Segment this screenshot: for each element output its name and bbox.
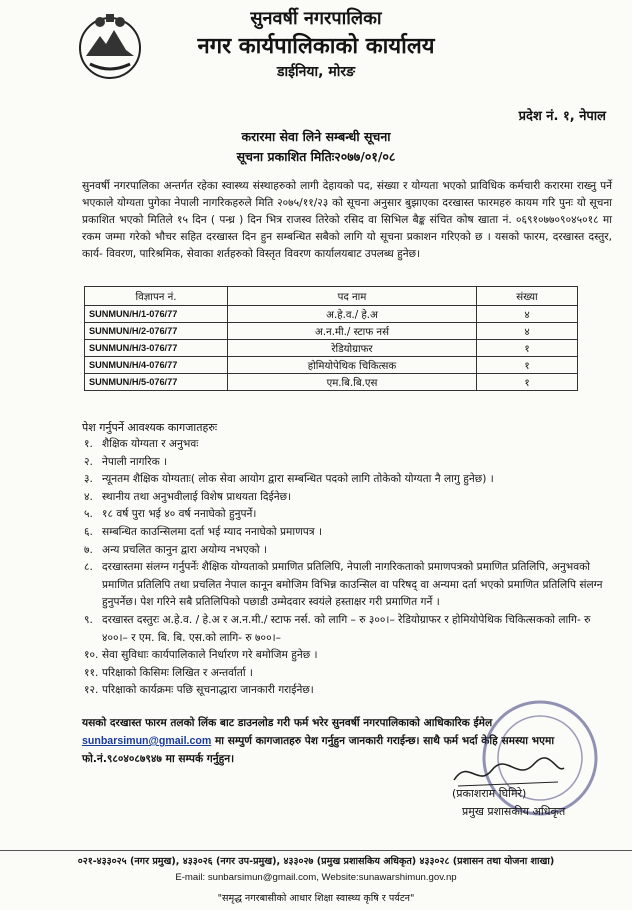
item-number: १२. bbox=[84, 684, 99, 697]
item-text: दरखास्तमा संलग्न गर्नुपर्नेः शैक्षिक योग्यताको प्रमाणित प्रतिलिपि, नेपाली नागरिकताको प्रमाणपत्रको प्रमाणित प्रतिलिपि, अनुभवको प्रमाणित प्रतिलिपि तथा प्रचलित नेपाल कानून बमोजिम विभिन्न काउन्सिल वा परिषद् वा अन्यमा दर्ता भएको प्रमाणित प्रतिलिपि संलग्न हुनुपर्नेछ। पेश गरिने सबै प्रतिलिपिको पछाडी उम्मेदवार स्वयंले हस्ताक्षर गरी प्रमाणित गर्ने । bbox=[102, 561, 603, 609]
notice-subject: करारमा सेवा लिने सम्बन्धी सूचना bbox=[241, 129, 391, 144]
footer-contact: E-mail: sunbarsimun@gmail.com, Website:sunawarshimun.gov.np bbox=[175, 872, 457, 883]
item-number: १. bbox=[84, 438, 93, 450]
closing-text-2: मा सम्पुर्ण कागजातहरु पेश गर्नुहुन जानकारी गराईन्छ। साथै फर्म भर्दा केहि समस्या भएमा bbox=[214, 735, 555, 747]
list-item bbox=[84, 489, 612, 507]
post-name: रेडियोग्राफर bbox=[228, 340, 477, 357]
table-row bbox=[85, 374, 578, 391]
office-name: नगर कार्यपालिकाको कार्यालय bbox=[197, 34, 435, 59]
post-count: ४ bbox=[477, 306, 578, 323]
footer-phones: ०२१-४३३०२५ (नगर प्रमुख), ४३३०२६ (नगर उप-प्रमुख), ४३३०२७ (प्रमुख प्रशासकिय अधिकृत) ४३३०२८ (प्रशासन तथा योजना शाखा) bbox=[77, 856, 555, 867]
signatory-title: प्रमुख प्रशासकीय अधिकृत bbox=[462, 805, 566, 818]
documents-title: पेश गर्नुपर्ने आवश्यक कागजातहरुः bbox=[82, 421, 218, 434]
item-text: परिक्षाको कार्यक्रमः पछि सूचनाद्धारा जानकारी गराईनेछ। bbox=[102, 684, 314, 697]
item-text: न्यूनतम शैक्षिक योग्यताः( लोक सेवा आयोग द्वारा सम्बन्धित पदको लागि तोकेको योग्यता नै लागु हुनेछ) । bbox=[102, 473, 494, 486]
list-item bbox=[84, 524, 612, 542]
post-name: अ.न.मी./ स्टाफ नर्स bbox=[228, 323, 477, 340]
closing-text-3: फो.नं.९८०४०८७९४७ मा सम्पर्क गर्नुहुन। bbox=[82, 753, 235, 765]
footer-motto: "समृद्ध नगरबासीको आधार शिक्षा स्वास्थ्य कृषि र पर्यटन" bbox=[217, 893, 415, 904]
ad-number: SUNMUN/H/5-076/77 bbox=[85, 374, 228, 391]
list-item bbox=[84, 436, 612, 454]
list-item bbox=[84, 506, 612, 524]
vacancy-table-header bbox=[85, 287, 578, 306]
item-number: ४. bbox=[84, 490, 93, 503]
province-label: प्रदेश नं. १, नेपाल bbox=[518, 109, 606, 124]
item-number: ११. bbox=[84, 666, 99, 679]
item-text: नेपाली नागरिक । bbox=[102, 455, 168, 468]
post-name: अ.हे.व./ हे.अ bbox=[228, 306, 477, 323]
item-number: ३. bbox=[84, 473, 93, 486]
footer-divider bbox=[0, 850, 632, 851]
item-number: ७. bbox=[84, 543, 93, 556]
item-text: अन्य प्रचलित कानुन द्वारा अयोग्य नभएको । bbox=[102, 543, 268, 556]
closing-text-1: यसको दरखास्त फारम तलको लिंक बाट डाउनलोड गरी फर्म भरेर सुनवर्षी नगरपालिकाको आधिकारिक ईमेल bbox=[82, 717, 493, 729]
item-text: शैक्षिक योग्यता र अनुभवः bbox=[102, 438, 199, 450]
list-item bbox=[84, 665, 612, 683]
table-row bbox=[85, 340, 578, 357]
vacancy-table bbox=[84, 286, 578, 391]
table-row bbox=[85, 357, 578, 374]
signatory-name: (प्रकाशराम घिमिरे) bbox=[452, 787, 527, 800]
post-count: ४ bbox=[477, 323, 578, 340]
header-ad-number: विज्ञापन नं. bbox=[85, 287, 228, 306]
table-row bbox=[85, 323, 578, 340]
post-count: १ bbox=[477, 374, 578, 391]
header-count: संख्या bbox=[477, 287, 578, 306]
list-item bbox=[84, 471, 612, 489]
post-count: १ bbox=[477, 340, 578, 357]
ad-number: SUNMUN/H/4-076/77 bbox=[85, 357, 228, 374]
municipality-name: सुनवर्षी नगरपालिका bbox=[250, 8, 382, 29]
list-item bbox=[84, 454, 612, 472]
item-text: सेवा सुविधाः कार्यपालिकाले निर्धारण गरे बमोजिम हुनेछ । bbox=[102, 649, 318, 662]
ad-number: SUNMUN/H/1-076/77 bbox=[85, 306, 228, 323]
item-text: दरखास्त दस्तुरः अ.हे.व. / हे.अ र अ.न.मी./ स्टाफ नर्स. को लागि – रु ३००।– रेडियोग्राफर र होमियोपेथिक चिकित्सकको लागि- रु ४००।– र एम. बि. बि. एस.को लागि- रु ७००।– bbox=[102, 613, 591, 644]
intro-paragraph: सुनवर्षी नगरपालिका अन्तर्गत रहेका स्वास्थ्य संस्थाहरुको लागी देहायको पद, संख्या र योग्यता भएको प्राविधिक कर्मचारी करारमा राख्नु पर्ने भएकाले योग्यता पुगेका नेपाली नागरिकहरुले मिति २०७५/११/२३ को सूचना अनुसार बुझाएका दरखास्त फारमहरु कायम गरि पुनः यो सूचना प्रकाशित भएको मितिले १५ दिन ( पन्ध्र ) दिन भित्र राजस्व तिरेको रसिद वा सिभिल बैङ्क संचित कोष खाता नं. ०६९१०७७०९०४५०१८ मा रकम जम्मा गरेको भौचर सहित दरखास्त दिन हुन सम्बन्धित सबैको लागि यो सूचना प्रकाशन गरिएको छ । यसको फारम, दरखास्त दस्तुर, कार्य- विवरण, पारिश्रमिक, सेवाका शर्तहरुको विस्तृत विवरण कार्यालयबाट उपलब्ध हुनेछ। bbox=[82, 180, 612, 260]
item-number: ५. bbox=[84, 508, 93, 521]
post-name: होमियोपेथिक चिकित्सक bbox=[228, 357, 477, 374]
list-item bbox=[84, 559, 612, 612]
item-number: ९. bbox=[84, 613, 93, 626]
list-item bbox=[84, 612, 612, 647]
item-text: परिक्षाको किसिमः लिखित र अन्तर्वार्ता । bbox=[102, 666, 253, 679]
item-number: ८. bbox=[84, 561, 93, 574]
list-item bbox=[84, 542, 612, 560]
post-count: १ bbox=[477, 357, 578, 374]
email-link[interactable]: sunbarsimun@gmail.com bbox=[82, 735, 212, 747]
header-post-name: पद नाम bbox=[228, 287, 477, 306]
table-row bbox=[85, 306, 578, 323]
item-number: १०. bbox=[84, 649, 99, 662]
item-number: २. bbox=[84, 455, 93, 468]
item-text: सम्बन्धित काउन्सिलमा दर्ता भई म्याद ननाघेको प्रमाणपत्र । bbox=[102, 525, 323, 538]
ad-number: SUNMUN/H/2-076/77 bbox=[85, 323, 228, 340]
item-text: १८ वर्ष पुरा भई ४० वर्ष ननाघेको हुनुपर्ने। bbox=[102, 508, 257, 521]
post-name: एम.बि.बि.एस bbox=[228, 374, 477, 391]
office-location: डाईनिया, मोरङ bbox=[277, 64, 355, 80]
documents-list bbox=[84, 436, 612, 700]
ad-number: SUNMUN/H/3-076/77 bbox=[85, 340, 228, 357]
item-text: स्थानीय तथा अनुभवीलाई विशेष प्राथयता दिईनेछ। bbox=[102, 490, 292, 503]
item-number: ६. bbox=[84, 525, 93, 538]
published-date: सूचना प्रकाशित मितिः२०७७/०१/०८ bbox=[236, 149, 396, 164]
list-item bbox=[84, 647, 612, 665]
